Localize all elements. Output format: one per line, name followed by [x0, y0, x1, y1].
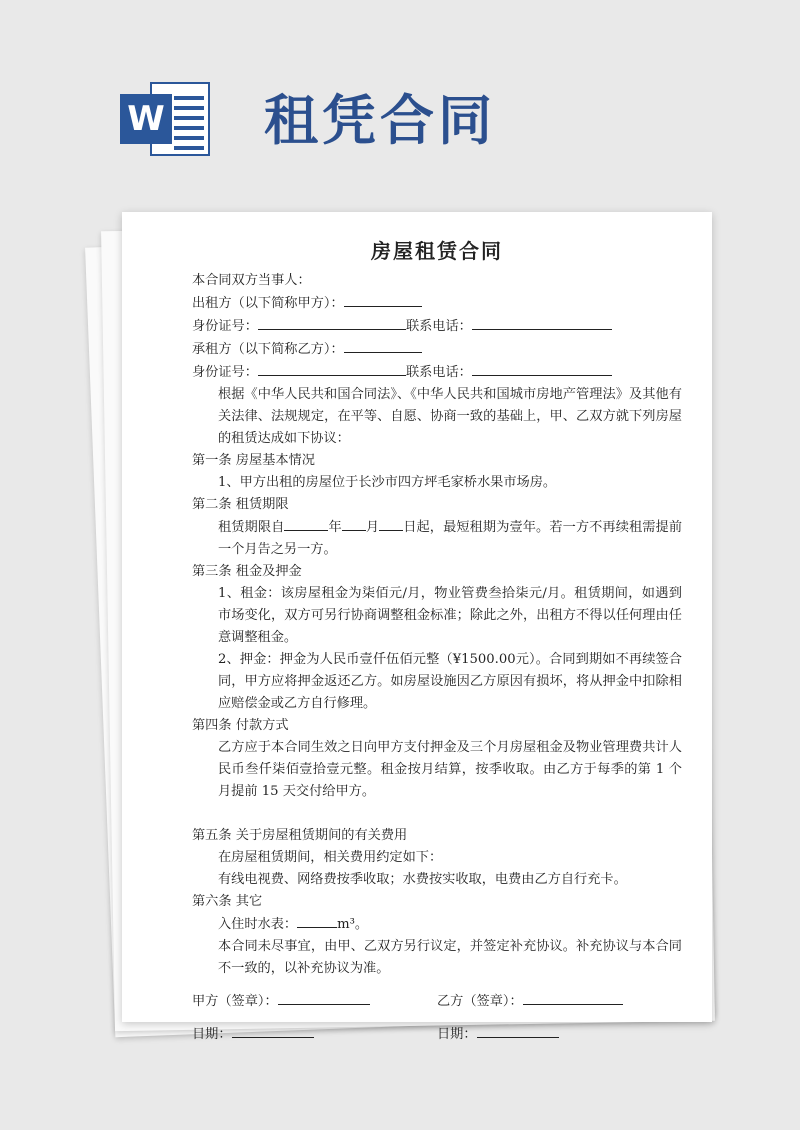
- party-b-signature-blank[interactable]: [523, 990, 623, 1005]
- water-meter-blank[interactable]: [297, 913, 337, 928]
- lease-year-blank[interactable]: [284, 516, 328, 531]
- party-a-signature-blank[interactable]: [278, 990, 370, 1005]
- article-2-title: 第二条 租赁期限: [192, 497, 289, 512]
- banner: [0, 0, 800, 200]
- party-a-signature: [192, 990, 437, 1013]
- contract-content: [192, 240, 682, 1046]
- parties-intro: 本合同双方当事人：: [192, 273, 311, 288]
- lessee-contact-label: 联系电话：: [405, 365, 472, 380]
- article-5-title: 第五条 关于房屋租赁期间的有关费用: [192, 828, 408, 843]
- lessee-id-label: 身份证号：: [192, 365, 258, 380]
- party-a-date-blank[interactable]: [232, 1023, 314, 1038]
- year-label: 年: [328, 520, 342, 535]
- signature-row: [192, 990, 682, 1013]
- article-6-text: 本合同未尽事宜，由甲、乙双方另行议定，并签定补充协议。补充协议与本合同不一致的，以补充协议为准。: [218, 939, 682, 976]
- article-6-title: 第六条 其它: [192, 894, 263, 909]
- lease-term-start-text: 租赁期限自: [218, 520, 285, 535]
- lessor-name-blank[interactable]: [344, 292, 422, 307]
- article-5-fees: 有线电视费、网络费按季收取；水费按实收取，电费由乙方自行充卡。: [218, 872, 627, 887]
- preamble-paragraph: 根据《中华人民共和国合同法》、《中华人民共和国城市房地产管理法》及其他有关法律、法规规定，在平等、自愿、协商一致的基础上，甲、乙双方就下列房屋的租赁达成如下协议：: [218, 387, 682, 446]
- party-b-date: [437, 1023, 682, 1046]
- article-1-text: 1、甲方出租的房屋位于长沙市四方坪毛家桥水果市场房。: [218, 475, 557, 490]
- party-b-signature: [437, 990, 682, 1013]
- lessor-line: [192, 292, 682, 315]
- lease-day-blank[interactable]: [379, 516, 403, 531]
- lessor-id-line: [192, 315, 682, 338]
- word-document-icon: [120, 78, 212, 160]
- contract-title: 房屋租赁合同: [371, 239, 503, 263]
- article-1-title: 第一条 房屋基本情况: [192, 453, 315, 468]
- lessee-label: 承租方（以下简称乙方）：: [192, 342, 344, 357]
- party-a-signature-label: 甲方（签章）：: [192, 994, 278, 1009]
- article-2-text: [192, 516, 682, 561]
- date-row: [192, 1023, 682, 1046]
- article-4-text: 乙方应于本合同生效之日向甲方支付押金及三个月房屋租金及物业管理费共计人民币叁仟柒佰壹拾壹元整。租金按月结算，按季收取。由乙方于每季的第 1 个月提前 15 天交付给甲方。: [218, 740, 682, 799]
- lessee-name-blank[interactable]: [344, 338, 422, 353]
- lessor-contact-blank[interactable]: [472, 315, 612, 330]
- lessee-id-line: [192, 361, 682, 384]
- party-b-date-blank[interactable]: [477, 1023, 559, 1038]
- article-5-intro: 在房屋租赁期间，相关费用约定如下：: [218, 850, 443, 865]
- article-3-rent: 1、租金：该房屋租金为柒佰元/月，物业管费叁拾柒元/月。租赁期间，如遇到市场变化，双方可另行协商调整租金标准；除此之外，出租方不得以任何理由任意调整租金。: [218, 586, 682, 645]
- lessor-id-blank[interactable]: [258, 315, 406, 330]
- water-meter-label: 入住时水表：: [218, 917, 298, 932]
- lessee-line: [192, 338, 682, 361]
- party-a-date: [192, 1023, 437, 1046]
- month-label: 月: [365, 520, 380, 535]
- article-3-deposit: 2、押金：押金为人民币壹仟伍佰元整（¥1500.00元）。合同到期如不再续签合同，甲方应将押金返还乙方。如房屋设施因乙方原因有损坏，将从押金中扣除相应赔偿金或乙方自行修理。: [218, 652, 682, 711]
- party-a-date-label: 日期：: [192, 1027, 232, 1042]
- party-b-signature-label: 乙方（签章）：: [437, 994, 523, 1009]
- lease-term-end-text: 日起，最短租期为壹年。若一方不再续租需提前一个月告之另一方。: [218, 520, 683, 557]
- word-letter-badge: W: [120, 94, 172, 144]
- water-meter-line: [192, 913, 682, 936]
- article-4-title: 第四条 付款方式: [192, 718, 289, 733]
- lessor-id-label: 身份证号：: [192, 319, 258, 334]
- lessee-contact-blank[interactable]: [472, 361, 612, 376]
- article-3-title: 第三条 租金及押金: [192, 564, 302, 579]
- party-b-date-label: 日期：: [437, 1027, 477, 1042]
- lease-month-blank[interactable]: [342, 516, 366, 531]
- banner-title: 租凭合同: [264, 88, 496, 152]
- water-meter-unit: m³。: [337, 917, 369, 932]
- lessor-contact-label: 联系电话：: [405, 319, 472, 334]
- contract-page: [122, 212, 712, 1042]
- lessor-label: 出租方（以下简称甲方）：: [192, 296, 344, 311]
- lessee-id-blank[interactable]: [258, 361, 406, 376]
